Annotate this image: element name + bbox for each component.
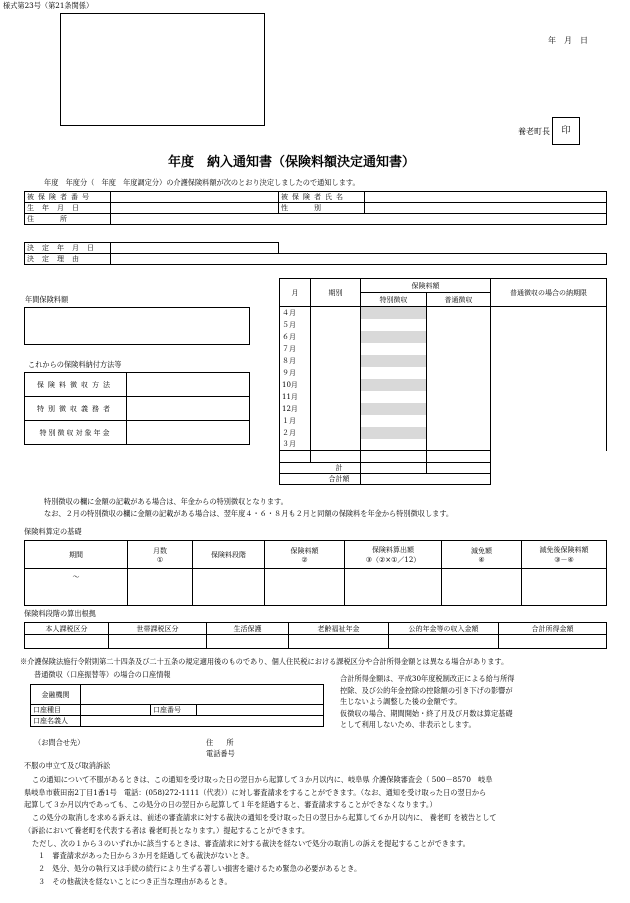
month-row [280,307,607,319]
contact-label: （お問合せ先） [34,738,85,747]
address-window [60,13,265,126]
special-collector-label: 特別徴収義務者 [25,397,127,421]
decision-table [24,242,607,265]
institution-label: 金融機関 [31,685,81,705]
month-label: ２月 [280,427,311,439]
month-label: ８月 [280,355,311,367]
month-row [280,367,607,379]
appeal-line: この処分の取消しを求める訴えは、前述の審査請求に対する裁決の通知を受け取った日の翌日から起算して６か月以内に、 養老町 を被告として [32,813,497,823]
stage-col-3: 老齢福祉年金 [289,623,389,635]
month-label: ５月 [280,319,311,331]
basis-col-0: 期間 [25,541,128,569]
stage-table [24,622,607,649]
issuer-name: 養老町長 [518,127,550,136]
appeal-line: 起算して３か月以内であっても、この処分の日の翌日から起算して１年を経過すると、審査請求することができなくなります。） [24,800,437,810]
birth-label: 生年月日 [25,203,111,214]
grand-total-label: 合計額 [280,474,361,485]
month-row [280,379,607,391]
basis-table [24,540,607,606]
decision-reason-label: 決定理由 [25,254,111,265]
month-label: ９月 [280,367,311,379]
col-deadline: 普通徴収の場合の納期限 [491,279,607,307]
month-label: ３月 [280,439,311,451]
month-row [280,355,607,367]
special-note-1: 特別徴収の欄に金額の記載がある場合は、年金からの特別徴収となります。 [44,497,288,506]
stage-col-0: 本人課税区分 [25,623,109,635]
stage-col-5: 合計所得金額 [499,623,607,635]
col-premium: 保険料額 [361,279,491,293]
insured-name-label: 被保険者氏名 [279,192,365,203]
appeal-line: ２ 処分、処分の執行又は手続の続行により生ずる著しい損害を避けるため緊急の必要があるとき。 [38,863,362,873]
basis-col-1: 月数 ① [128,541,193,569]
stage-col-1: 世帯課税区分 [109,623,207,635]
month-label: ４月 [280,307,311,319]
annual-premium-box [24,307,250,345]
page-title: 年度 納入通知書（保険料額決定通知書） [168,155,416,170]
contact-address: 住 所 [206,738,237,747]
holder-label: 口座名義人 [31,716,81,727]
insured-info-table [24,191,607,225]
appeal-line: ３ その他裁決を経ないことにつき正当な理由があるとき。 [38,876,232,886]
month-label: 11月 [280,391,311,403]
seal-box: 印 [552,117,580,145]
income-note-line: 控除、及び公的年金控除の控除額の引き下げの影響が [340,685,513,695]
appeal-line: １ 審査請求があった日から３か月を経過しても裁決がないとき。 [38,851,254,861]
appeal-line: この通知について不服があるときは、この通知を受け取った日の翌日から起算して３か月以内に、岐阜県 介護保険審査会（ 500－8570 岐阜 [32,775,493,784]
month-label: ７月 [280,343,311,355]
month-row [280,319,607,331]
account-type-label: 口座種目 [31,705,81,716]
month-label: 10月 [280,379,311,391]
total-label: 計 [280,463,361,474]
income-notes [340,673,514,731]
appeal-line: 県岐阜市薮田南2丁目1番1号 電話：(058)272-1111（代表））に対し審査請求をすることができます。（なお、通知を受け取った日の翌日から [24,787,487,797]
month-row [280,343,607,355]
col-ordinary: 普通徴収 [427,293,491,307]
appeal-text [24,774,497,888]
basis-col-3: 保険料額 ② [265,541,345,569]
monthly-table [279,278,607,485]
bank-heading: 普通徴収（口座振替等）の場合の口座情報 [34,670,171,679]
form-number: 様式第23号（第21条関係） [3,1,94,10]
income-note-line: 仮徴収の場合、期間開始・終了月及び月数は算定基礎 [340,708,513,718]
stage-heading: 保険料段階の算出根拠 [24,609,96,618]
month-row [280,331,607,343]
appeal-heading: 不服の申立て及び取消訴訟 [24,761,111,770]
method-table [24,372,250,445]
annual-premium-heading: 年間保険料額 [25,295,69,304]
address-label: 住所 [25,214,111,225]
basis-heading: 保険料算定の基礎 [24,527,82,536]
month-row [280,391,607,403]
month-row [280,403,607,415]
month-row [280,427,607,439]
insured-number-label: 被保険者番号 [25,192,111,203]
col-special: 特別徴収 [361,293,427,307]
stage-col-2: 生活保護 [207,623,289,635]
basis-col-6: 減免後保険料額 ③－④ [522,541,607,569]
basis-col-2: 保険料段階 [193,541,265,569]
method-heading: これからの保険料納付方法等 [28,360,122,369]
basis-col-4: 保険料算出額 ③（②×①／12） [345,541,442,569]
appeal-line: ただし、次の１から３のいずれかに該当するときは、審査請求に対する裁決を経ないで処分の取消しの訴えを提起することができます。 [32,838,470,848]
income-note-line: 生じないよう調整した後の金額です。 [340,697,462,706]
stage-note: ※介護保険法施行令附則第二十四条及び二十五条の規定適用後のものであり、個人住民税における課税区分や合計所得金額とは異なる場合があります。 [20,657,509,666]
income-note-line: 合計所得金額は、平成30年度税制改正による給与所得 [340,674,515,683]
month-row [280,415,607,427]
collection-method-label: 保険料徴収方法 [25,373,127,397]
month-label: ６月 [280,331,311,343]
month-row [280,439,607,451]
basis-col-5: 減免額 ④ [442,541,522,569]
account-number-label: 口座番号 [151,705,197,716]
contact-phone: 電話番号 [206,749,235,758]
month-label: １月 [280,415,311,427]
gender-label: 性別 [279,203,365,214]
intro-text: 年度 年度分（ 年度 年度調定分）の介護保険料額が次のとおり決定しましたので通知します。 [44,178,360,187]
stage-col-4: 公的年金等の収入金額 [389,623,499,635]
decision-date-label: 決定年月日 [25,243,111,254]
issue-date: 年 月 日 [548,36,588,45]
period-tilde: ～ [25,569,128,606]
income-note-line: として利用しないため、非表示とします。 [340,720,476,729]
month-label: 12月 [280,403,311,415]
col-period: 期別 [311,279,361,307]
special-pension-label: 特別徴収対象年金 [25,421,127,445]
appeal-line: （訴訟において養老町を代表する者は 養老町長となります。）提起することができます。 [24,825,310,835]
col-month: 月 [280,279,311,307]
bank-table [30,684,324,727]
special-note-2: なお、２月の特別徴収の欄に金額の記載がある場合は、翌年度４・６・８月も２月と同額の保険料を年金から特別徴収します。 [44,509,454,518]
